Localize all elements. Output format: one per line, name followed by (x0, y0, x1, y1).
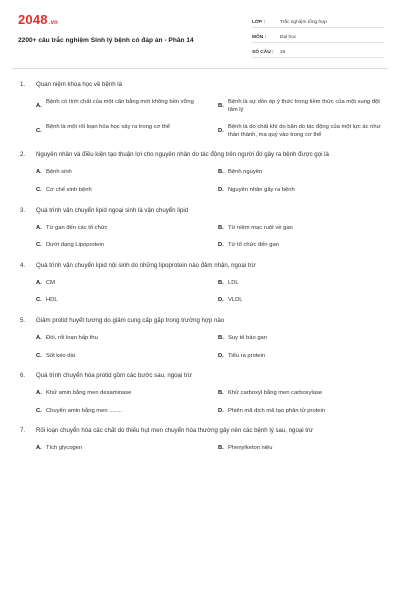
option-d[interactable] (218, 187, 394, 195)
option-key: B. (218, 169, 224, 176)
option-a[interactable] (36, 225, 212, 233)
question-text: Quá trình vận chuyển lipid nội sinh do những lipoprotein nào đảm nhận, ngoại trừ (36, 261, 256, 269)
option-text: Chuyển amin bằng men ........ (46, 407, 123, 414)
option-key: D. (218, 352, 224, 359)
options-grid (20, 225, 380, 250)
option-a[interactable] (36, 99, 212, 114)
question-stem (20, 80, 380, 89)
option-b[interactable] (218, 335, 394, 343)
option-b[interactable] (218, 225, 394, 233)
option-text: HDL (46, 297, 58, 304)
option-text: Bệnh là do chất khí do bẩn do tác động của một lực ác như thần thánh, ma quỷ vào trong cơ thể (228, 124, 381, 138)
options-grid (20, 390, 380, 415)
meta-info-table (252, 14, 384, 59)
option-text: Từ niêm mạc ruột về gan (228, 224, 293, 231)
question-list (20, 80, 380, 464)
option-d[interactable] (218, 408, 394, 416)
meta-key: MÔN : (252, 35, 267, 40)
option-text: Khử amin bằng men desaminase (46, 390, 132, 397)
option-text: Bệnh sinh (46, 169, 72, 176)
question-2 (20, 150, 380, 194)
option-a[interactable] (36, 335, 212, 343)
option-key: D. (218, 242, 224, 249)
meta-key: SỐ CÂU : (252, 50, 274, 55)
option-c[interactable] (36, 124, 212, 139)
option-text: Bệnh có tính chất của một cân bằng mới không bền vững (46, 99, 194, 105)
question-number: 2. (20, 151, 26, 159)
option-key: A. (36, 224, 42, 231)
option-c[interactable] (36, 242, 212, 250)
option-a[interactable] (36, 280, 212, 288)
option-b[interactable] (218, 99, 394, 114)
question-number: 1. (20, 81, 26, 88)
meta-value: Đại học (280, 35, 297, 40)
option-key: C. (36, 352, 42, 359)
question-number: 5. (20, 316, 26, 324)
option-key: C. (36, 297, 42, 304)
option-a[interactable] (36, 169, 212, 177)
option-text: Bệnh là sự dồn ép ý thức trong tiềm thức của một xung đột tâm lý (228, 99, 380, 113)
option-key: A. (36, 279, 42, 286)
question-number: 6. (20, 372, 26, 380)
option-key: C. (36, 127, 42, 134)
meta-value: Trắc nghiệm tổng hợp (280, 20, 327, 25)
question-stem (20, 426, 380, 435)
option-c[interactable] (36, 187, 212, 195)
option-text: CM (46, 279, 56, 286)
document-title: 2200+ câu trắc nghiệm Sinh lý bệnh có đáp án - Phần 14 (18, 37, 194, 44)
option-text: LDL (228, 279, 239, 286)
options-grid (20, 335, 380, 360)
option-b[interactable] (218, 390, 394, 398)
options-grid (20, 445, 380, 453)
question-stem (20, 371, 380, 380)
question-text: Quá trình vận chuyển lipid ngoại sinh là vận chuyển lipid (36, 206, 189, 214)
option-key: B. (218, 224, 224, 231)
question-7 (20, 426, 380, 453)
option-key: A. (36, 334, 42, 341)
option-text: Cơ chế sinh bệnh (46, 186, 92, 193)
option-key: D. (218, 407, 224, 414)
header-divider (12, 68, 388, 69)
option-c[interactable] (36, 353, 212, 361)
option-text: Dưới dạng Lipoprotein (46, 242, 104, 249)
question-text: Nguyên nhân và điều kiện tạo thuận lợi cho nguyên nhân do tác động trên người đó gây ra bệnh được gọi là (36, 151, 329, 159)
question-4 (20, 261, 380, 305)
question-stem (20, 206, 380, 215)
options-grid (20, 280, 380, 305)
options-grid (20, 169, 380, 194)
option-c[interactable] (36, 408, 212, 416)
option-text: Đói, rối loạn hấp thu (46, 334, 98, 341)
meta-row-question-count (252, 44, 384, 58)
option-text: Phiên mã dịch mã tạo phân tử protein (228, 407, 326, 414)
option-key: D. (218, 297, 224, 304)
question-text: Quá trình chuyển hóa protid gồm các bước sau, ngoại trừ (36, 372, 192, 380)
meta-row-class (252, 14, 384, 28)
option-key: B. (218, 445, 224, 452)
option-key: C. (36, 407, 42, 414)
meta-row-subject (252, 29, 384, 43)
option-text: Nguyên nhân gây ra bệnh (228, 186, 295, 193)
option-text: Khử carboxyl bằng men carboxylase (228, 390, 323, 397)
question-5 (20, 316, 380, 360)
option-text: Phenylketon niệu (228, 445, 273, 452)
option-key: A. (36, 390, 42, 397)
option-d[interactable] (218, 124, 394, 139)
option-key: A. (36, 102, 42, 109)
question-number: 7. (20, 427, 26, 435)
option-key: D. (218, 186, 224, 193)
question-stem (20, 150, 380, 159)
option-text: VLDL (228, 297, 243, 304)
option-c[interactable] (36, 297, 212, 305)
option-key: A. (36, 445, 42, 452)
option-text: Từ tổ chức đến gan (228, 242, 279, 249)
option-key: B. (218, 390, 224, 397)
question-number: 4. (20, 261, 26, 269)
option-d[interactable] (218, 353, 394, 361)
question-stem (20, 316, 380, 325)
question-3 (20, 206, 380, 250)
logo-suffix: .vn (48, 20, 59, 26)
logo-text: 2048 (18, 12, 48, 27)
option-d[interactable] (218, 242, 394, 250)
site-logo[interactable] (18, 12, 58, 27)
meta-key: LỚP : (252, 20, 266, 25)
option-key: B. (218, 279, 224, 286)
option-key: B. (218, 334, 224, 341)
options-grid (20, 99, 380, 139)
option-a[interactable] (36, 445, 212, 453)
question-1 (20, 80, 380, 139)
option-key: D. (218, 127, 224, 134)
option-text: Từ gan đến các tổ chức (46, 224, 108, 231)
option-text: Suy tế bào gan (228, 334, 267, 341)
option-key: B. (218, 102, 224, 109)
option-text: Tiểu ra protein (228, 352, 266, 359)
option-key: C. (36, 186, 42, 193)
option-text: Sốt kéo dài (46, 352, 76, 359)
option-b[interactable] (218, 445, 394, 453)
question-stem (20, 261, 380, 270)
page-header (0, 0, 400, 70)
option-a[interactable] (36, 390, 212, 398)
option-d[interactable] (218, 297, 394, 305)
question-text: Giảm protid huyết tương do giảm cung cấp gặp trong trường hợp nào (36, 316, 225, 324)
option-b[interactable] (218, 280, 394, 288)
meta-value: 26 (280, 50, 286, 55)
option-key: A. (36, 169, 42, 176)
option-text: Tích glycogen (46, 445, 83, 452)
option-text: Bệnh là một rối loạn hóa học xảy ra trong cơ thể (46, 124, 170, 131)
option-b[interactable] (218, 169, 394, 177)
question-6 (20, 371, 380, 415)
option-text: Bệnh nguyên (228, 169, 263, 176)
question-number: 3. (20, 206, 26, 214)
option-key: C. (36, 242, 42, 249)
question-text: Quan niệm khoa học về bệnh là (36, 81, 123, 88)
question-text: Rối loạn chuyển hóa các chất do thiếu hụt men chuyển hóa thường gây nên các bệnh lý sau, ngoại trừ (36, 427, 314, 435)
